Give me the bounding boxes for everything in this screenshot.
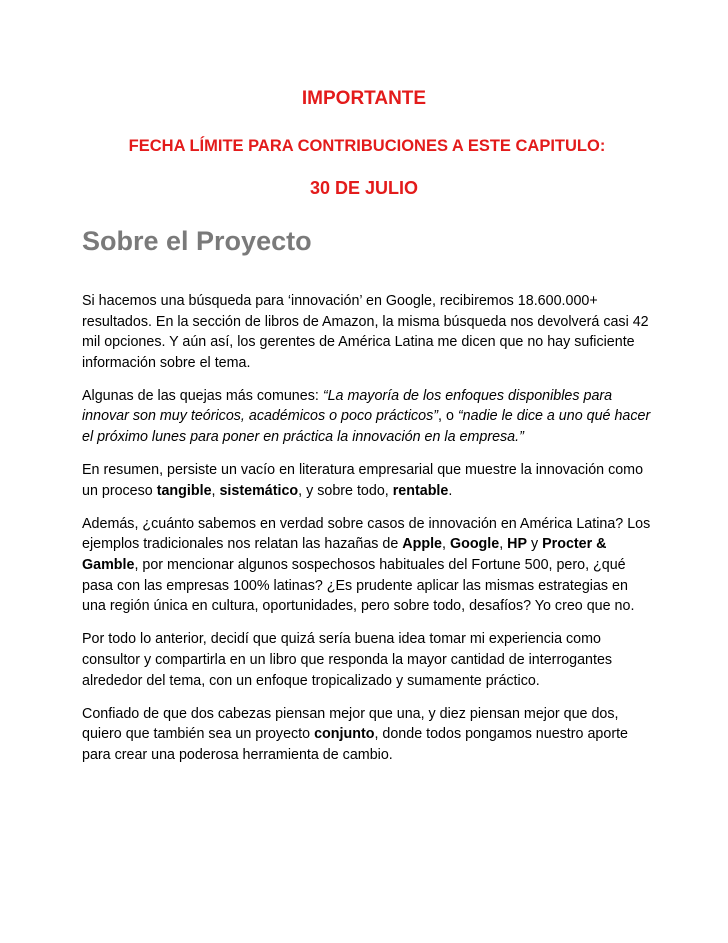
p6-end: , donde todos pongamos nuestro aporte para crear una poderosa herramienta de cambio. — [82, 726, 629, 763]
p2-mid: , o — [438, 408, 458, 425]
deadline-label — [0, 137, 728, 156]
p2-quote-2: “nadie le dice a uno qué hacer el próximo lunes para poner en práctica la innovación en la empresa.” — [82, 408, 651, 446]
p3-tangible: tangible — [156, 482, 212, 499]
p4-procter: Procter & Gamble — [82, 536, 607, 574]
p4-sep-2: , — [499, 536, 508, 553]
deadline-date: 30 DE JULIO — [309, 178, 419, 198]
p3-sep-2: , y sobre todo, — [298, 482, 393, 499]
p2-quote-1: “La mayoría de los enfoques disponibles para innovar son muy teóricos, académicos o poco prácticos” — [82, 387, 613, 425]
p6-lead: Confiado de que dos cabezas piensan mejor que una, y diez piensan mejor que dos, quiero que también sea un proyecto — [82, 705, 619, 743]
p4-end: , por mencionar algunos sospechosos habituales del Fortune 500, pero, ¿qué pasa con las empresas 100% latinas? ¿Es prudente aplicar las mismas estrategias en una región única en cultura, oportunidades, pero sobre todo, desafíos? Yo creo que no. — [82, 557, 635, 615]
p3-end: . — [448, 482, 453, 499]
paragraph-6 — [82, 704, 654, 766]
paragraph-3 — [82, 460, 654, 501]
p3-sep-1: , — [211, 482, 220, 499]
paragraph-5: Por todo lo anterior, decidí que quizá sería buena idea tomar mi experiencia como consultor y compartirla en un libro que responda la mayor cantidad de interrogantes alrededor del tema, con un enfoque tropicalizado y sumamente práctico. — [82, 631, 613, 689]
p4-lead: Además, ¿cuánto sabemos en verdad sobre casos de innovación en América Latina? Los ejemplos tradicionales nos relatan las hazañas de — [82, 515, 651, 553]
p4-sep-3: y — [527, 536, 543, 553]
paragraph-2 — [82, 386, 654, 448]
p4-sep-1: , — [442, 536, 450, 553]
deadline-label-text: FECHA LÍMITE PARA CONTRIBUCIONES A ESTE CAPITULO: — [128, 137, 606, 155]
p3-sistematico: sistemático — [219, 482, 299, 499]
p2-lead: Algunas de las quejas más comunes: — [82, 387, 323, 404]
p3-lead: En resumen, persiste un vacío en literatura empresarial que muestre la innovación como un proceso — [82, 462, 644, 499]
paragraph-4 — [82, 514, 654, 617]
body-text — [82, 291, 654, 778]
p3-rentable: rentable — [392, 482, 449, 499]
important-heading: IMPORTANTE — [301, 88, 427, 109]
paragraph-1: Si hacemos una búsqueda para ‘innovación’ en Google, recibiremos 18.600.000+ resultados. En la sección de libros de Amazon, la misma búsqueda nos devolverá casi 42 mil opciones. Y aún así, los gerentes de América Latina me dicen que no hay suficiente información sobre el tema. — [82, 293, 649, 371]
section-title: Sobre el Proyecto — [82, 226, 312, 256]
p4-hp: HP — [507, 536, 528, 553]
p6-conjunto: conjunto — [314, 726, 375, 743]
p4-apple: Apple — [402, 536, 443, 553]
p4-google: Google — [449, 536, 500, 553]
